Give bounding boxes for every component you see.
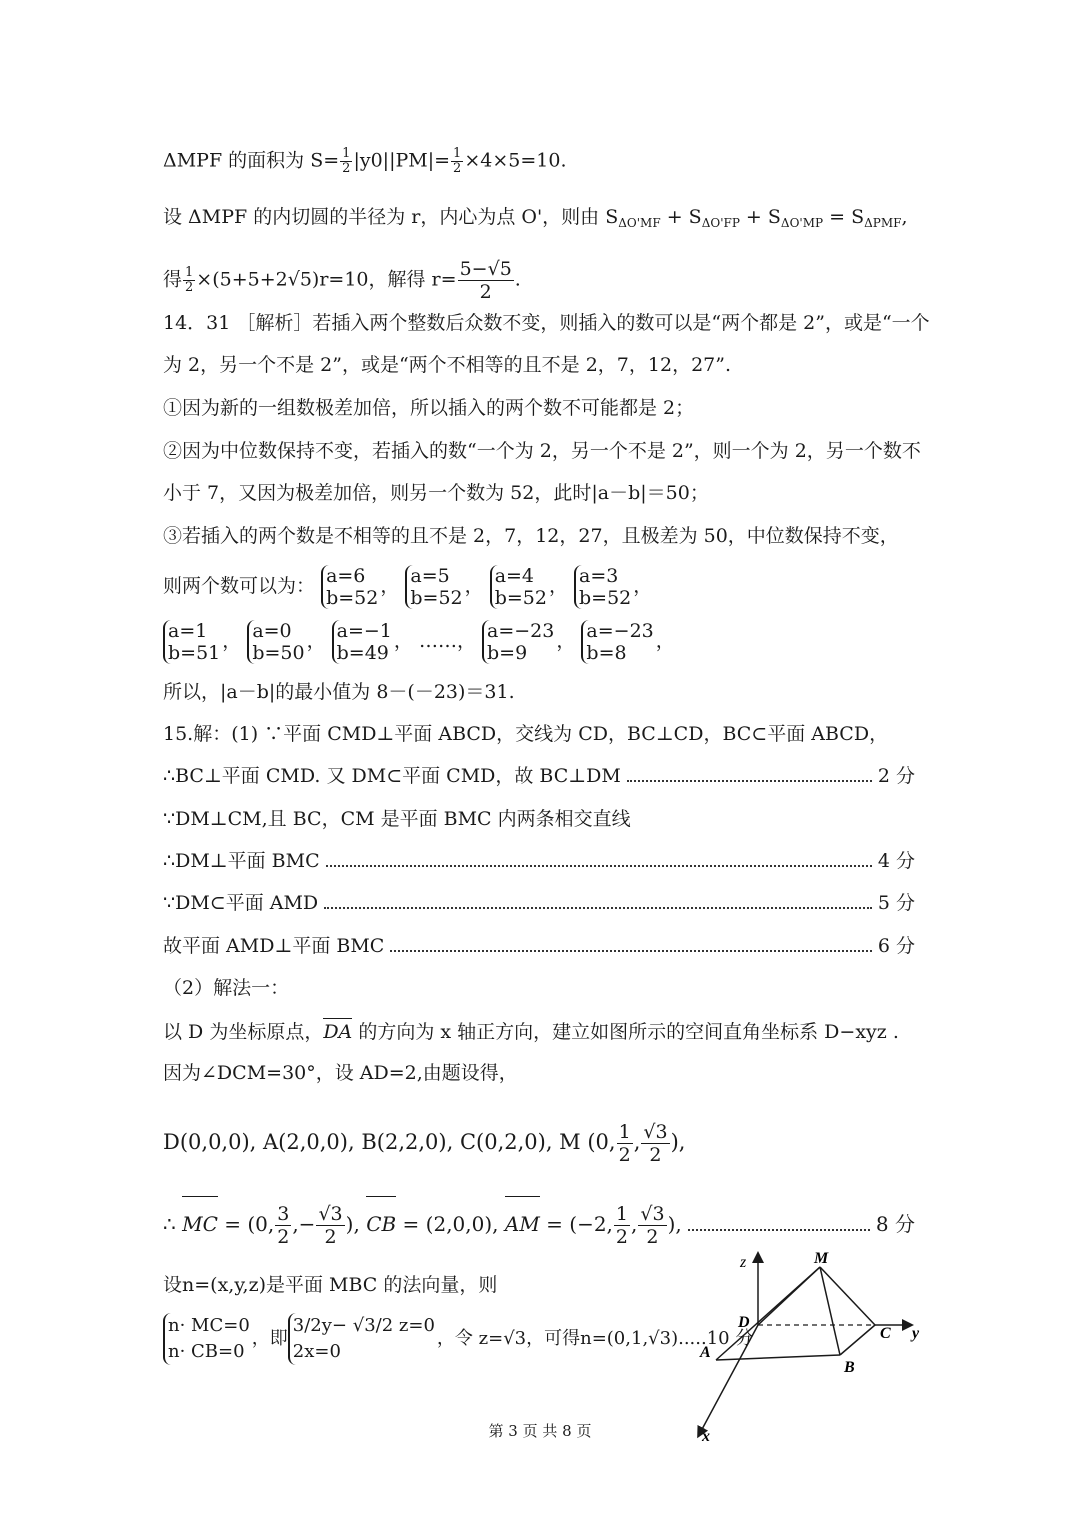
- q15-line1: 15.解：(1) ∵平面 CMD⊥平面 ABCD，交线为 CD，BC⊥CD，BC⊂平面 ABCD，: [163, 723, 889, 745]
- label-b: B: [844, 1359, 855, 1376]
- score: 5 分: [877, 892, 915, 914]
- label-a: A: [700, 1344, 711, 1361]
- area-mid: |y0||PM|=: [353, 149, 451, 172]
- incircle-line: 设 ΔMPF 的内切圆的半径为 r，内心为点 O'，则由 $S_{\Delta O'MF} + S_{\Delta O'FP} + S_{\Delta O'MP} = S_{\Delta PMF}$,: [163, 206, 908, 230]
- pair-system: a=1 b=51: [163, 620, 220, 664]
- solve-r-line: 得 $\frac{1}{2}$ ×(5+5+2√5)r=10，解得 r= $\frac{5-√5}{2}$ .: [163, 258, 521, 303]
- edge-bc: [840, 1325, 875, 1355]
- x-axis: [700, 1325, 758, 1433]
- fraction: $\frac{1}{2}$: [615, 1203, 629, 1248]
- q15-part2: （2）解法一：: [163, 977, 290, 999]
- fraction: $\frac{√3}{2}$: [318, 1203, 343, 1248]
- q15-step2: ∴DM⊥平面 BMC 4 分: [163, 850, 915, 872]
- area-line: [163, 147, 566, 176]
- q14-line4: ②因为中位数保持不变，若插入的数“一个为 2，另一个不是 2”，则一个为 2，另一个数不: [163, 440, 921, 462]
- q14-pairs-row1: 则两个数可以为： a=6 b=52 ， a=5 b=52 ， a=4 b=52 ， a=3 b=52 ，: [163, 565, 653, 609]
- pyramid-figure: [690, 1245, 930, 1445]
- system-brace: n· MC=0 n· CB=0: [163, 1313, 250, 1365]
- fraction: $\frac{1}{2}$: [185, 265, 194, 295]
- label-c: C: [880, 1325, 891, 1342]
- area-prefix: ΔMPF 的面积为 S=: [163, 149, 340, 172]
- q14-line9: 所以，|a－b|的最小值为 8－(－23)＝31.: [163, 681, 515, 703]
- score: 2 分: [877, 765, 915, 787]
- q15-vectors: ∴ MC = (0, $\frac{3}{2}$ ,− $\frac{√3}{2}$ ), CB = (2,0,0), AM = (−2, $\frac{1}{2}$ , $\frac{√3}{2}$ ), 8 分: [163, 1198, 915, 1250]
- pair-system: a=0 b=50: [247, 620, 304, 664]
- score: 4 分: [877, 850, 915, 872]
- q15-coord-line: 以 D 为坐标原点，DA 的方向为 x 轴正方向，建立如图所示的空间直角坐标系 D−xyz .: [163, 1021, 899, 1043]
- score: 8 分: [875, 1212, 915, 1236]
- pair-system: a=5 b=52: [405, 565, 462, 609]
- q15-step3: ∵DM⊂平面 AMD 5 分: [163, 892, 915, 914]
- pair-system: a=3 b=52: [574, 565, 631, 609]
- q15-step4: 故平面 AMD⊥平面 BMC 6 分: [163, 935, 915, 957]
- fraction: $\frac{√3}{2}$: [643, 1121, 668, 1166]
- pair-system: a=−23 b=8: [581, 620, 653, 664]
- q15-points: D(0,0,0), A(2,0,0), B(2,2,0), C(0,2,0), M (0, $\frac{1}{2}$ , $\frac{√3}{2}$ ),: [163, 1121, 686, 1166]
- label-d: D: [738, 1314, 750, 1331]
- fraction: $\frac{1}{2}$: [342, 146, 351, 176]
- q14-line6: ③若插入的两个数是不相等的且不是 2，7，12，27，且极差为 50，中位数保持不变，: [163, 525, 899, 547]
- fraction: $\frac{√3}{2}$: [640, 1203, 665, 1248]
- q14-line3: ①因为新的一组数极差加倍，所以插入的两个数不可能都是 2；: [163, 397, 695, 419]
- pair-system: a=4 b=52: [490, 565, 547, 609]
- edge-ab: [716, 1355, 840, 1360]
- area-suffix: ×4×5=10.: [464, 149, 567, 172]
- score: 6 分: [877, 935, 915, 957]
- fraction: $\frac{5-√5}{2}$: [459, 258, 512, 303]
- q15-given: 因为∠DCM=30°，设 AD=2,由题设得，: [163, 1062, 518, 1084]
- label-m: M: [814, 1250, 829, 1267]
- q14-line5: 小于 7，又因为极差加倍，则另一个数为 52，此时|a－b|＝50；: [163, 482, 709, 504]
- page-footer: 第 3 页 共 8 页: [488, 1422, 592, 1440]
- label-x: x: [702, 1428, 710, 1445]
- fraction: $\frac{1}{2}$: [618, 1121, 631, 1166]
- label-z: z: [740, 1254, 747, 1271]
- q14-pairs-row2: a=1 b=51 ， a=0 b=50 ， a=−1 b=49 ， ……， a=−23 b=9 ， a=−23 b=8 ，: [163, 619, 675, 664]
- q15-normal: 设n=(x,y,z)是平面 MBC 的法向量，则: [163, 1274, 498, 1296]
- q15-step1: ∴BC⊥平面 CMD. 又 DM⊂平面 CMD，故 BC⊥DM 2 分: [163, 765, 915, 787]
- edge-md: [758, 1267, 820, 1325]
- pair-system: a=6 b=52: [321, 565, 378, 609]
- fraction: $\frac{3}{2}$: [277, 1203, 290, 1248]
- q15-line3: ∵DM⊥CM,且 BC，CM 是平面 BMC 内两条相交直线: [163, 808, 631, 830]
- edge-mb: [820, 1267, 840, 1355]
- pair-system: a=−23 b=9: [482, 620, 554, 664]
- pair-system: a=−1 b=49: [332, 620, 392, 664]
- q14-line1: 14．31 ［解析］若插入两个整数后众数不变，则插入的数可以是“两个都是 2”，或是“一个: [163, 312, 930, 334]
- system-brace: 3/2y− √3/2 z=0 2x=0: [288, 1313, 435, 1365]
- label-y: y: [912, 1325, 920, 1342]
- edge-mc: [820, 1267, 875, 1325]
- q15-system: n· MC=0 n· CB=0 ，即 3/2y− √3/2 z=0 2x=0 ，令 z=√3，可得n=(0,1,√3).....10 分: [163, 1313, 753, 1365]
- fraction: $\frac{1}{2}$: [453, 146, 462, 176]
- q14-line2: 为 2，另一个不是 2”，或是“两个不相等的且不是 2，7，12，27”.: [163, 354, 732, 376]
